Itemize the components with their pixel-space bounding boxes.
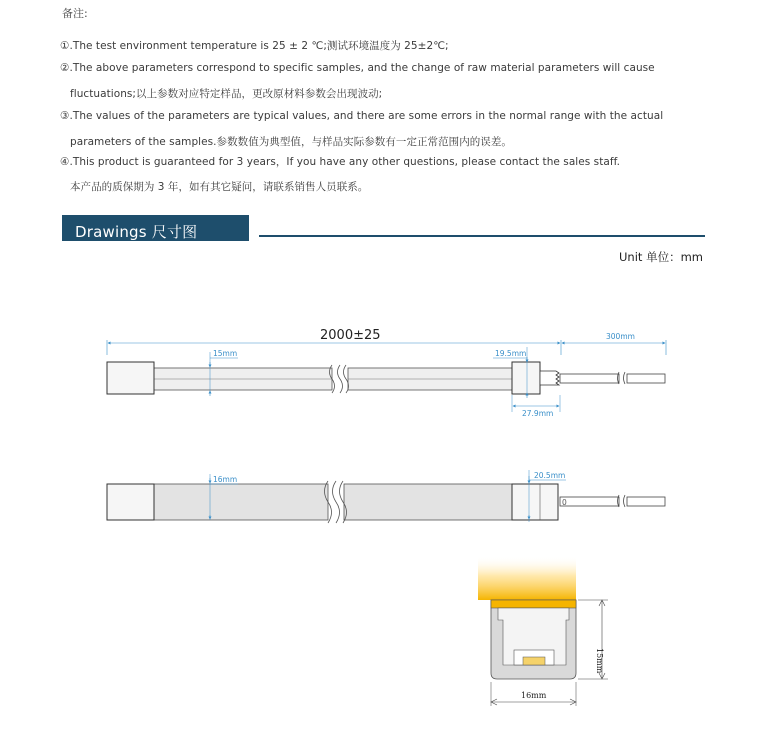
cross-section-drawing	[478, 556, 608, 706]
strip-drawing-top	[107, 470, 665, 523]
notes-title: 备注:	[62, 7, 88, 20]
note-item-2-cont: fluctuations;以上参数对应特定样品，更改原材料参数会出现波动;	[70, 88, 383, 100]
section-title: Drawings 尺寸图	[75, 223, 198, 241]
unit-label: Unit 单位：mm	[619, 250, 703, 264]
section-width-label: 16mm	[521, 691, 547, 700]
note-item-3: ③.The values of the parameters are typical values, and there are some errors in the normal range with the actual	[60, 110, 664, 122]
end-length-label: 27.9mm	[522, 409, 554, 418]
note-item-2: ②.The above parameters correspond to specific samples, and the change of raw material parameters will cause	[60, 62, 655, 74]
note-item-4: ④.This product is guaranteed for 3 years，If you have any other questions, please contact the sales staff.	[60, 156, 620, 168]
note-item-3-cont: parameters of the samples.参数数值为典型值，与样品实际参数有一定正常范围内的误差。	[70, 136, 512, 148]
note-item-1: ①.The test environment temperature is 25 ± 2 ℃;测试环境温度为 25±2℃;	[60, 40, 449, 52]
light-glow	[478, 556, 576, 600]
end-mark: 0	[562, 498, 567, 507]
length-label: 2000±25	[320, 328, 381, 343]
strip-drawing-side	[107, 328, 666, 418]
note-item-4-cont: 本产品的质保期为 3 年，如有其它疑问，请联系销售人员联系。	[70, 181, 369, 193]
lead-length-label: 300mm	[606, 332, 635, 341]
width-label-16: 16mm	[213, 475, 238, 484]
section-height-label: 15mm	[595, 648, 604, 674]
end-height-label: 19.5mm	[495, 349, 527, 358]
end-height-label-2: 20.5mm	[534, 471, 566, 480]
width-label-15: 15mm	[213, 349, 238, 358]
